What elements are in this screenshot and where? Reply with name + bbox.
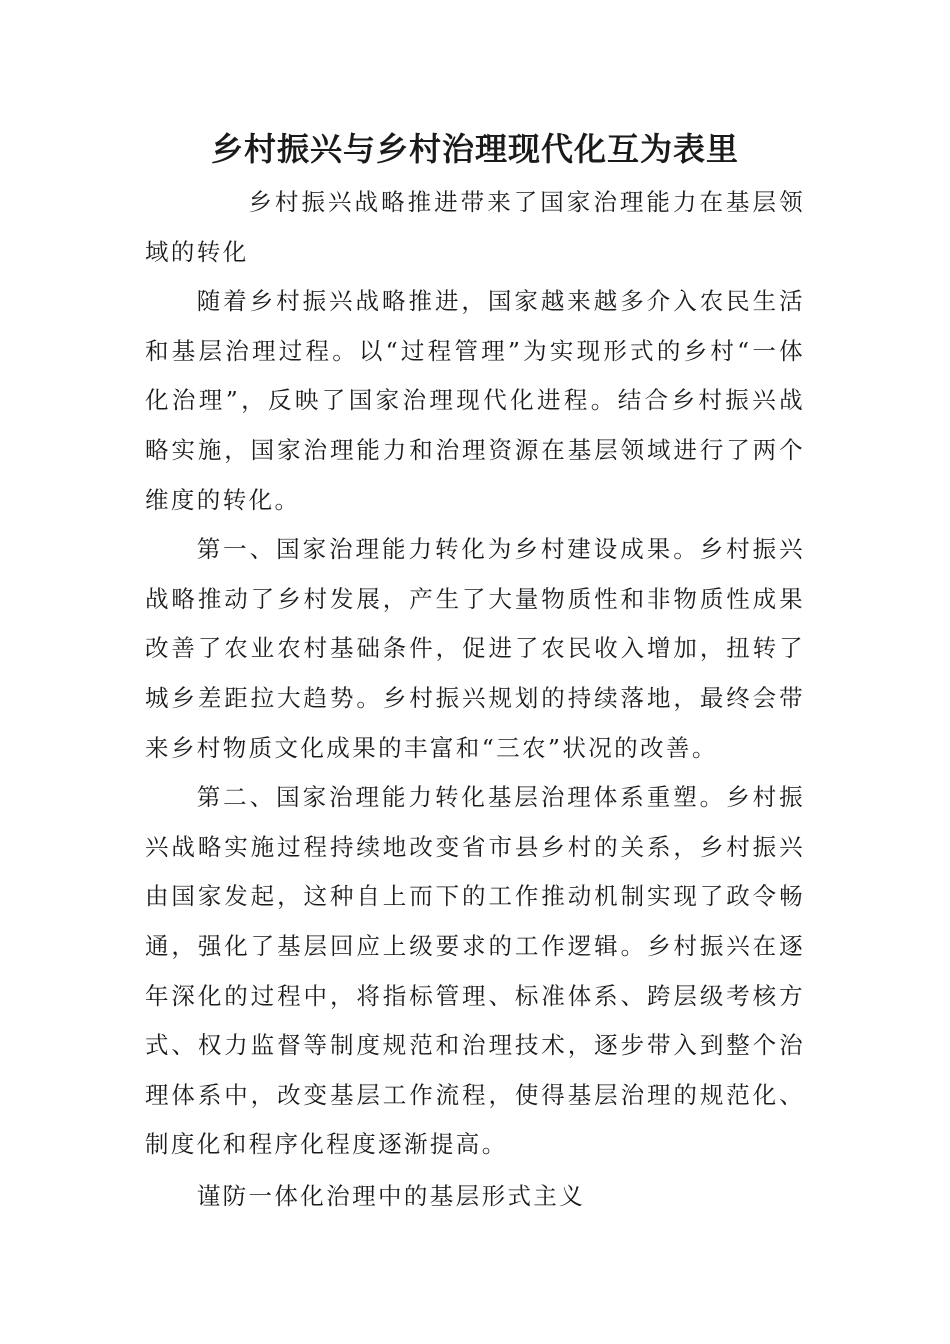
body-paragraph-1: 随着乡村振兴战略推进，国家越来越多介入农民生活和基层治理过程。以“过程管理”为实现形式的乡村“一体化治理”，反映了国家治理现代化进程。结合乡村振兴战略实施，国家治理能力和治理资源在基层领域进行了两个维度的转化。 — [145, 287, 805, 514]
body-paragraph-3: 第二、国家治理能力转化基层治理体系重塑。乡村振兴战略实施过程持续地改变省市县乡村的关系，乡村振兴由国家发起，这种自上而下的工作推动机制实现了政令畅通，强化了基层回应上级要求的工作逻辑。乡村振兴在逐年深化的过程中，将指标管理、标准体系、跨层级考核方式、权力监督等制度规范和治理技术，逐步带入到整个治理体系中，改变基层工作流程，使得基层治理的规范化、制度化和程序化程度逐渐提高。 — [145, 783, 805, 1159]
document-page — [145, 120, 805, 1221]
section-heading-2: 谨防一体化治理中的基层形式主义 — [196, 1181, 586, 1210]
document-title: 乡村振兴与乡村治理现代化互为表里 — [210, 130, 739, 168]
section-heading-1: 乡村振兴战略推进带来了国家治理能力在基层领域的转化 — [145, 188, 805, 266]
body-paragraph-2: 第一、国家治理能力转化为乡村建设成果。乡村振兴战略推动了乡村发展，产生了大量物质性和非物质性成果改善了农业农村基础条件，促进了农民收入增加，扭转了城乡差距拉大趋势。乡村振兴规划的持续落地，最终会带来乡村物质文化成果的丰富和“三农”状况的改善。 — [145, 535, 805, 762]
